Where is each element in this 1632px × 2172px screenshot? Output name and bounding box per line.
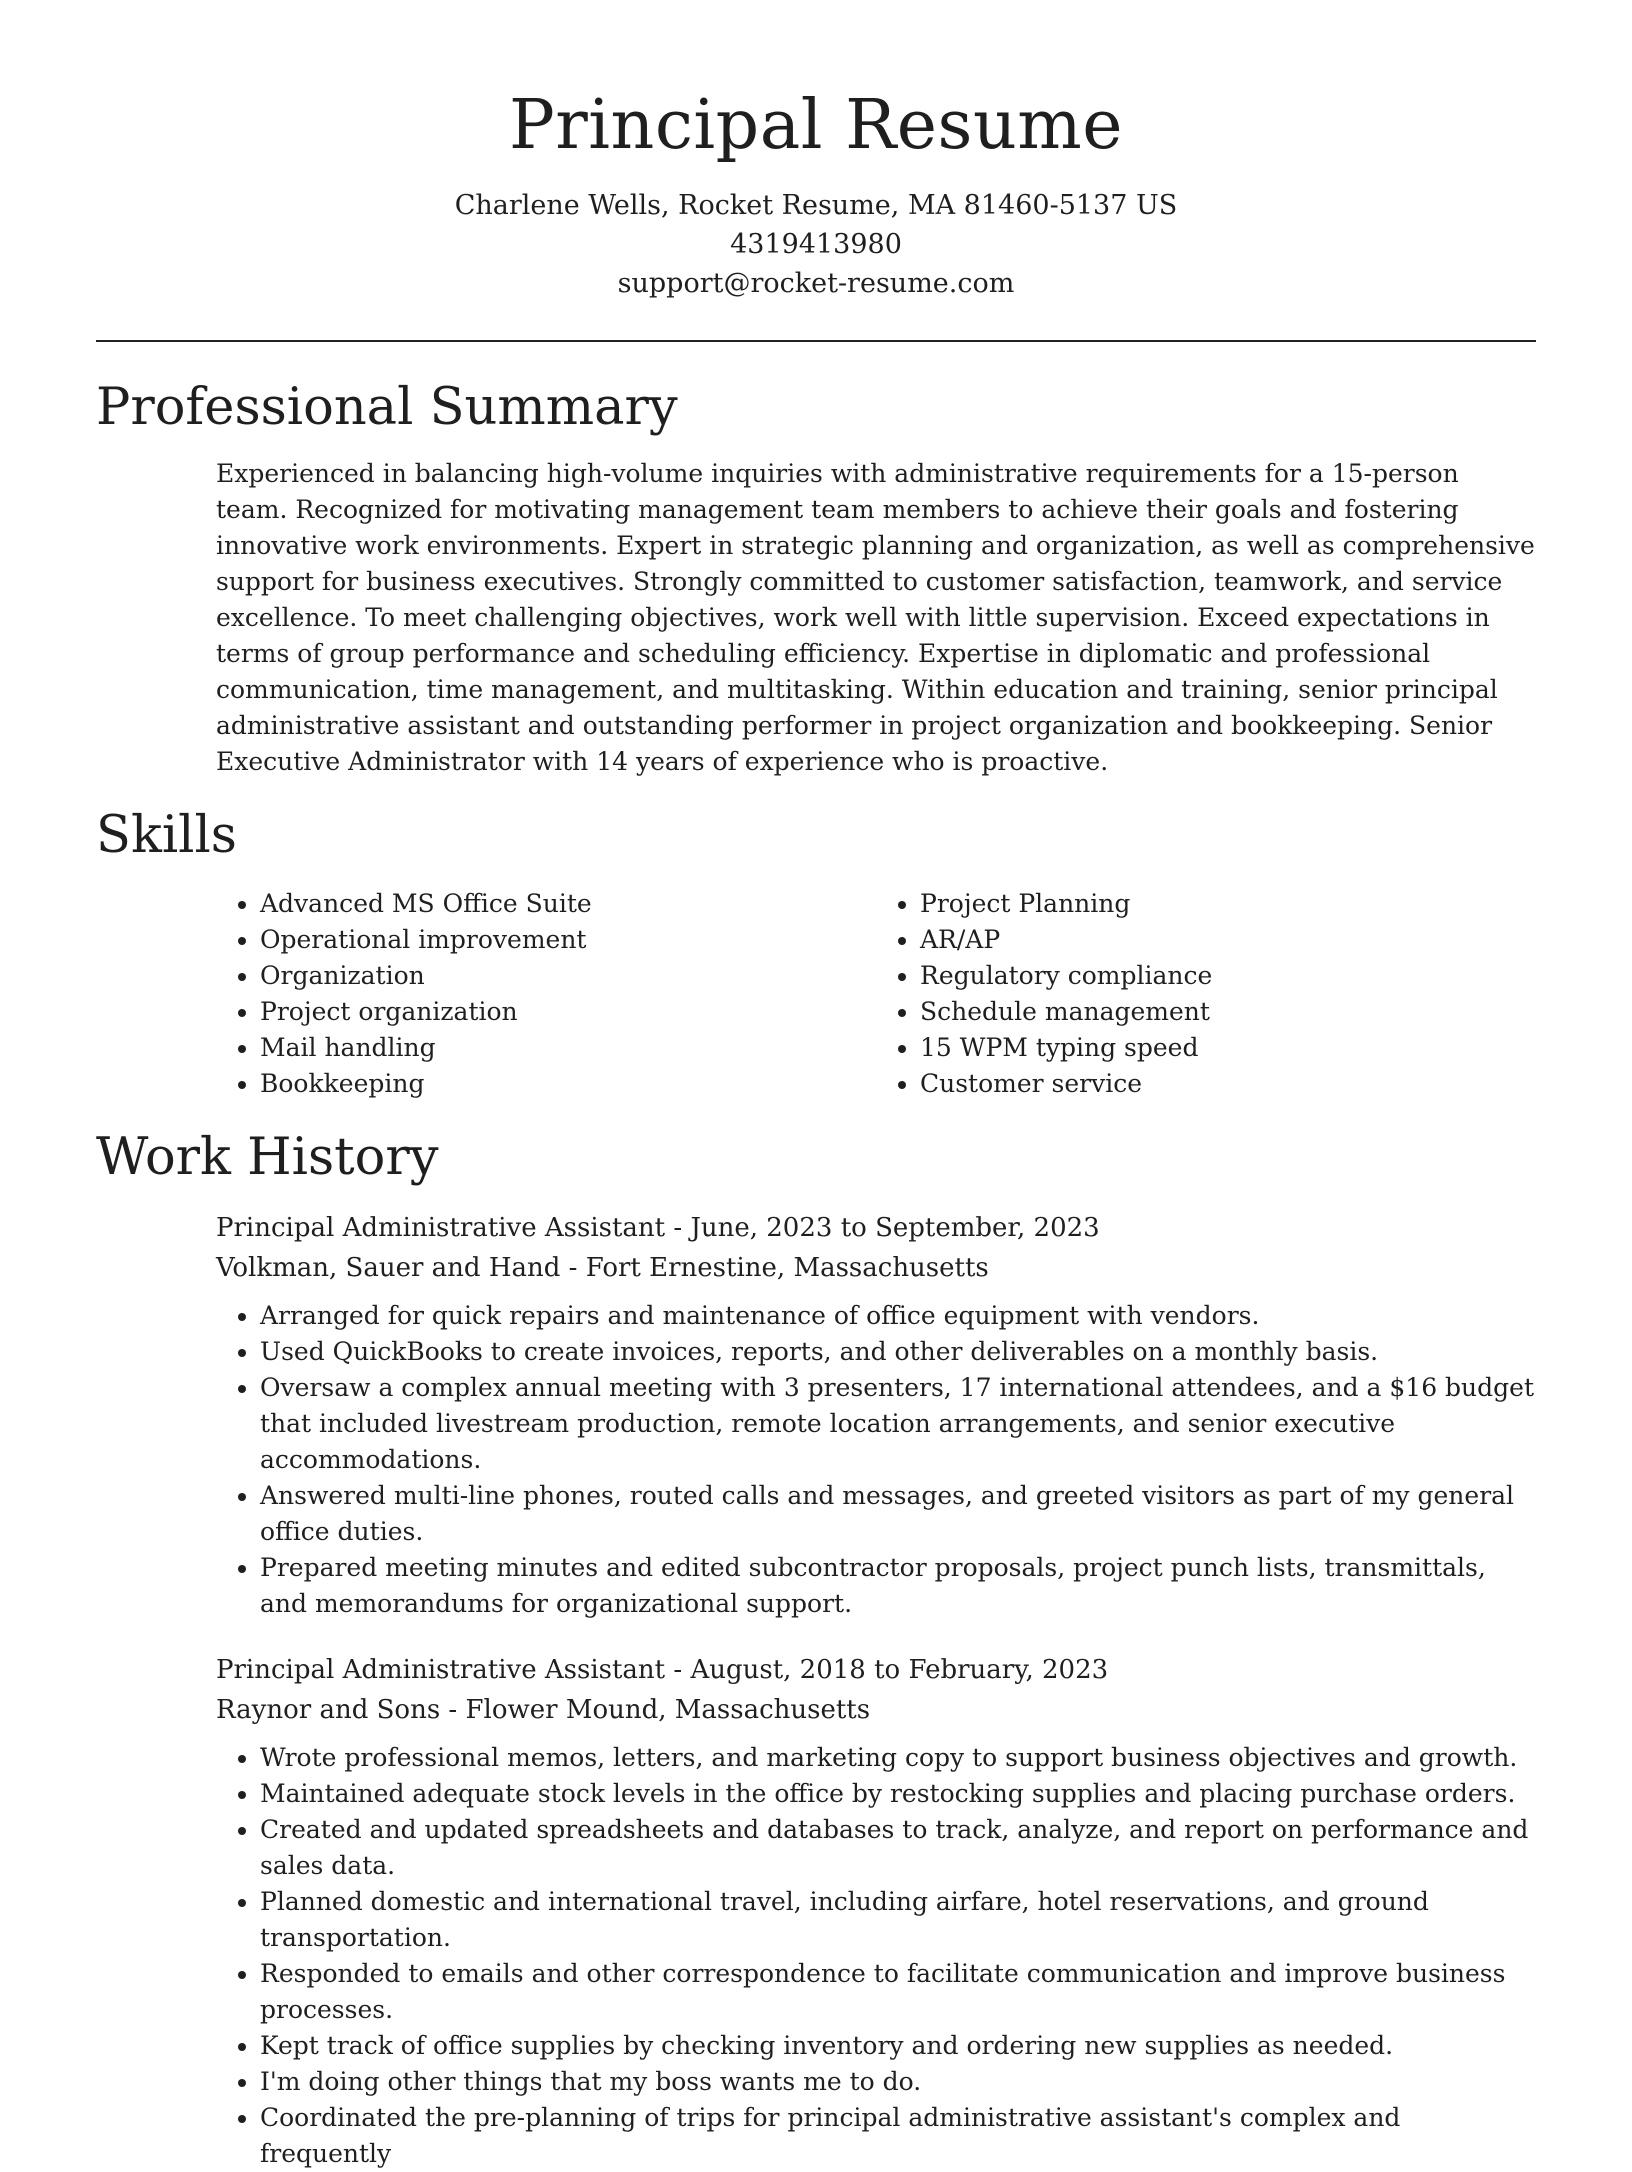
job-company: Volkman, Sauer and Hand xyxy=(216,1253,561,1283)
job-bullet: • Prepared meeting minutes and edited subcontractor proposals, project punch lists, transmittals, and memorandums for organizational support. xyxy=(260,1550,1536,1622)
job-bullet: • Oversaw a complex annual meeting with 3 presenters, 17 international attendees, and a $16 budget that included livestream production, remote location arrangements, and senior executive accommodations. xyxy=(260,1370,1536,1478)
skill-item: • Schedule management xyxy=(920,994,1536,1030)
contact-phone: 4319413980 xyxy=(730,229,902,260)
job-bullet: • Created and updated spreadsheets and databases to track, analyze, and report on performance and sales data. xyxy=(260,1812,1536,1884)
skill-item: • AR/AP xyxy=(920,922,1536,958)
job-bullet: • Planned domestic and international travel, including airfare, hotel reservations, and ground transportation. xyxy=(260,1884,1536,1956)
header-divider xyxy=(96,340,1536,342)
job-bullet: • Responded to emails and other correspondence to facilitate communication and improve business processes. xyxy=(260,1956,1536,2028)
contact-email[interactable]: support@rocket-resume.com xyxy=(617,268,1015,299)
page-title: Principal Resume xyxy=(509,86,1123,165)
contact-info xyxy=(96,186,1536,303)
work-history-heading: Work History xyxy=(96,1128,439,1187)
skill-item: • Mail handling xyxy=(260,1030,876,1066)
job-bullet: • Kept track of office supplies by checking inventory and ordering new supplies as needed. xyxy=(260,2028,1536,2064)
skill-item: • Regulatory compliance xyxy=(920,958,1536,994)
skill-item: • Advanced MS Office Suite xyxy=(260,886,876,922)
job-company-line xyxy=(216,1248,1536,1288)
skills-grid xyxy=(216,886,1536,1102)
summary-heading: Professional Summary xyxy=(96,378,678,437)
job-title: Principal Administrative Assistant xyxy=(216,1213,666,1243)
contact-address: Charlene Wells, Rocket Resume, MA 81460-5137 US xyxy=(454,190,1178,221)
skill-item: • Customer service xyxy=(920,1066,1536,1102)
skill-item: • Operational improvement xyxy=(260,922,876,958)
skills-section xyxy=(96,804,1536,1102)
job-company-line xyxy=(216,1690,1536,1730)
work-history-section xyxy=(96,1126,1536,2172)
job-bullet: • I'm doing other things that my boss wants me to do. xyxy=(260,2064,1536,2100)
job-title-line xyxy=(216,1650,1536,1690)
skills-list-left xyxy=(216,886,876,1102)
job-title-line xyxy=(216,1208,1536,1248)
summary-text: Experienced in balancing high-volume inquiries with administrative requirements for a 15-person team. Recognized for motivating management team members to achieve their goals and fostering innovative work environments. Expert in strategic planning and organization, as well as comprehensive support for business executives. Strongly committed to customer satisfaction, teamwork, and service excellence. To meet challenging objectives, work well with little supervision. Exceed expectations in terms of group performance and scheduling efficiency. Expertise in diplomatic and professional communication, time management, and multitasking. Within education and training, senior principal administrative assistant and outstanding performer in project organization and bookkeeping. Senior Executive Administrator with 14 years of experience who is proactive. xyxy=(216,459,1535,776)
skill-item: • 15 WPM typing speed xyxy=(920,1030,1536,1066)
job-entry xyxy=(216,1650,1536,2172)
resume-header xyxy=(96,0,1536,303)
job-location: - Fort Ernestine, Massachusetts xyxy=(560,1253,989,1283)
skill-item: • Bookkeeping xyxy=(260,1066,876,1102)
skill-item: • Organization xyxy=(260,958,876,994)
job-company: Raynor and Sons xyxy=(216,1695,441,1725)
skills-heading: Skills xyxy=(96,806,237,865)
summary-section xyxy=(96,376,1536,780)
job-bullet: • Maintained adequate stock levels in the office by restocking supplies and placing purchase orders. xyxy=(260,1776,1536,1812)
skill-item: • Project Planning xyxy=(920,886,1536,922)
job-bullet: • Arranged for quick repairs and maintenance of office equipment with vendors. xyxy=(260,1298,1536,1334)
job-bullet: • Answered multi-line phones, routed calls and messages, and greeted visitors as part of my general office duties. xyxy=(260,1478,1536,1550)
job-bullet: • Wrote professional memos, letters, and marketing copy to support business objectives and growth. xyxy=(260,1740,1536,1776)
job-location: - Flower Mound, Massachusetts xyxy=(440,1695,871,1725)
job-bullets xyxy=(216,1740,1536,2172)
skills-list-right xyxy=(876,886,1536,1102)
job-bullets xyxy=(216,1298,1536,1622)
job-entry xyxy=(216,1208,1536,1622)
job-bullet: • Used QuickBooks to create invoices, reports, and other deliverables on a monthly basis. xyxy=(260,1334,1536,1370)
job-bullet: • Coordinated the pre-planning of trips for principal administrative assistant's complex and frequently xyxy=(260,2100,1536,2172)
job-dates: - August, 2018 to February, 2023 xyxy=(665,1655,1109,1685)
job-title: Principal Administrative Assistant xyxy=(216,1655,666,1685)
skill-item: • Project organization xyxy=(260,994,876,1030)
job-dates: - June, 2023 to September, 2023 xyxy=(665,1213,1100,1243)
